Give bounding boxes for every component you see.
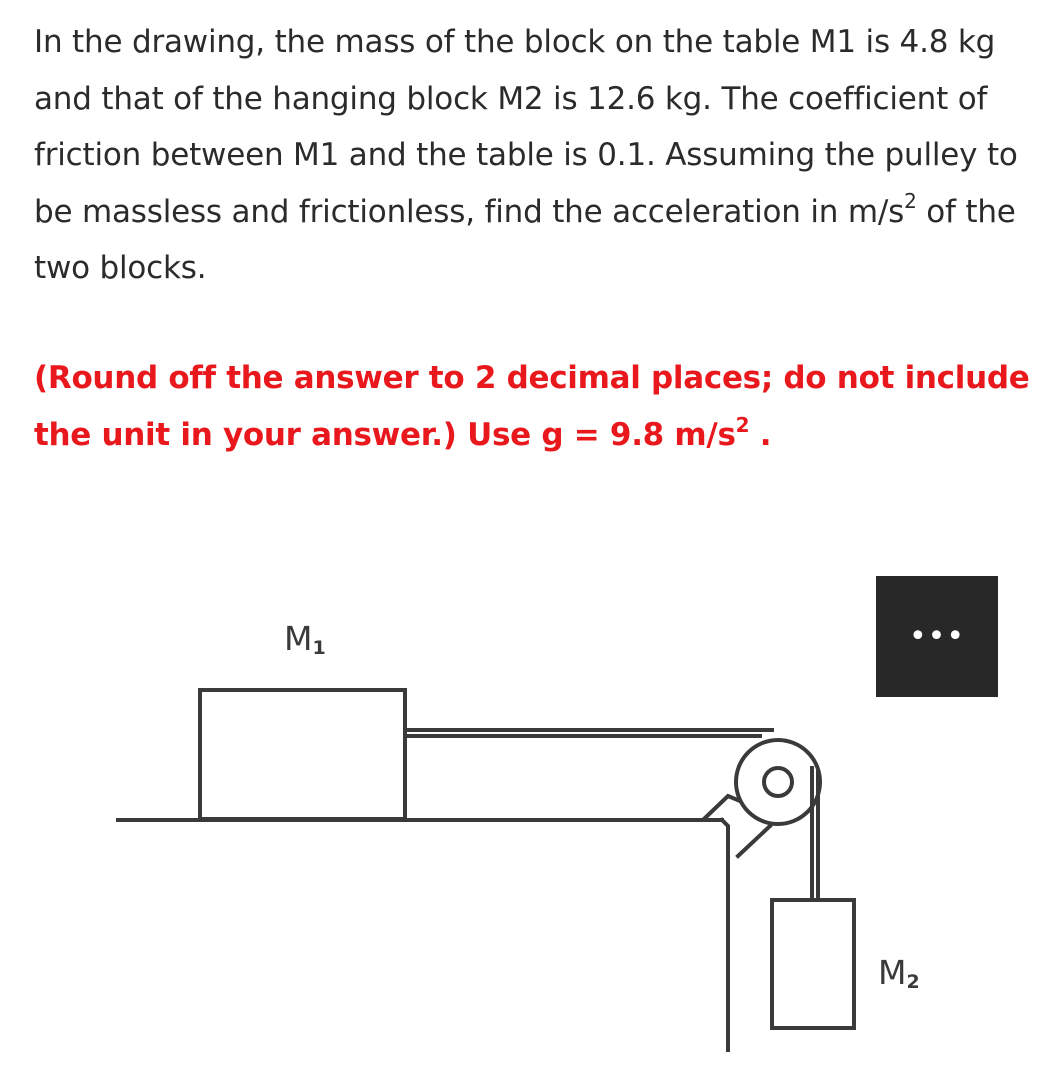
block-m1-subscript: 1 (312, 637, 326, 659)
block-m2-label (878, 953, 920, 993)
block-m2-subscript: 2 (906, 971, 920, 993)
instruction-superscript: 2 (735, 412, 750, 437)
block-m1-letter: M (284, 619, 313, 658)
pulley-bracket-lower (738, 826, 770, 856)
question-text-part1: In the drawing, the mass of the block on the table M1 is 4.8 kg and that of the hanging block M2 is 12.6 kg. The coefficient of friction between M1 and the table is 0.1. Assuming the pulley to be massless and frictionless, find the acceleration in m/s (34, 24, 1018, 230)
instruction-text-part1: (Round off the answer to 2 decimal places; do not include the unit in your answer.) Use g = 9.8 m/s (34, 360, 1030, 453)
pulley-wheel (736, 740, 820, 824)
rounding-instruction (34, 350, 1034, 464)
block-m2 (772, 900, 854, 1028)
more-options-icon: ••• (908, 619, 966, 654)
block-m1 (200, 690, 405, 819)
more-options-button[interactable] (876, 576, 998, 697)
instruction-text-part2: . (749, 417, 772, 453)
block-m1-label (284, 619, 326, 659)
block-m2-letter: M (878, 953, 907, 992)
question-text (34, 14, 1034, 297)
question-text-part2: of the two blocks. (34, 193, 1016, 286)
table-edge (722, 820, 728, 1050)
question-superscript: 2 (904, 189, 917, 214)
